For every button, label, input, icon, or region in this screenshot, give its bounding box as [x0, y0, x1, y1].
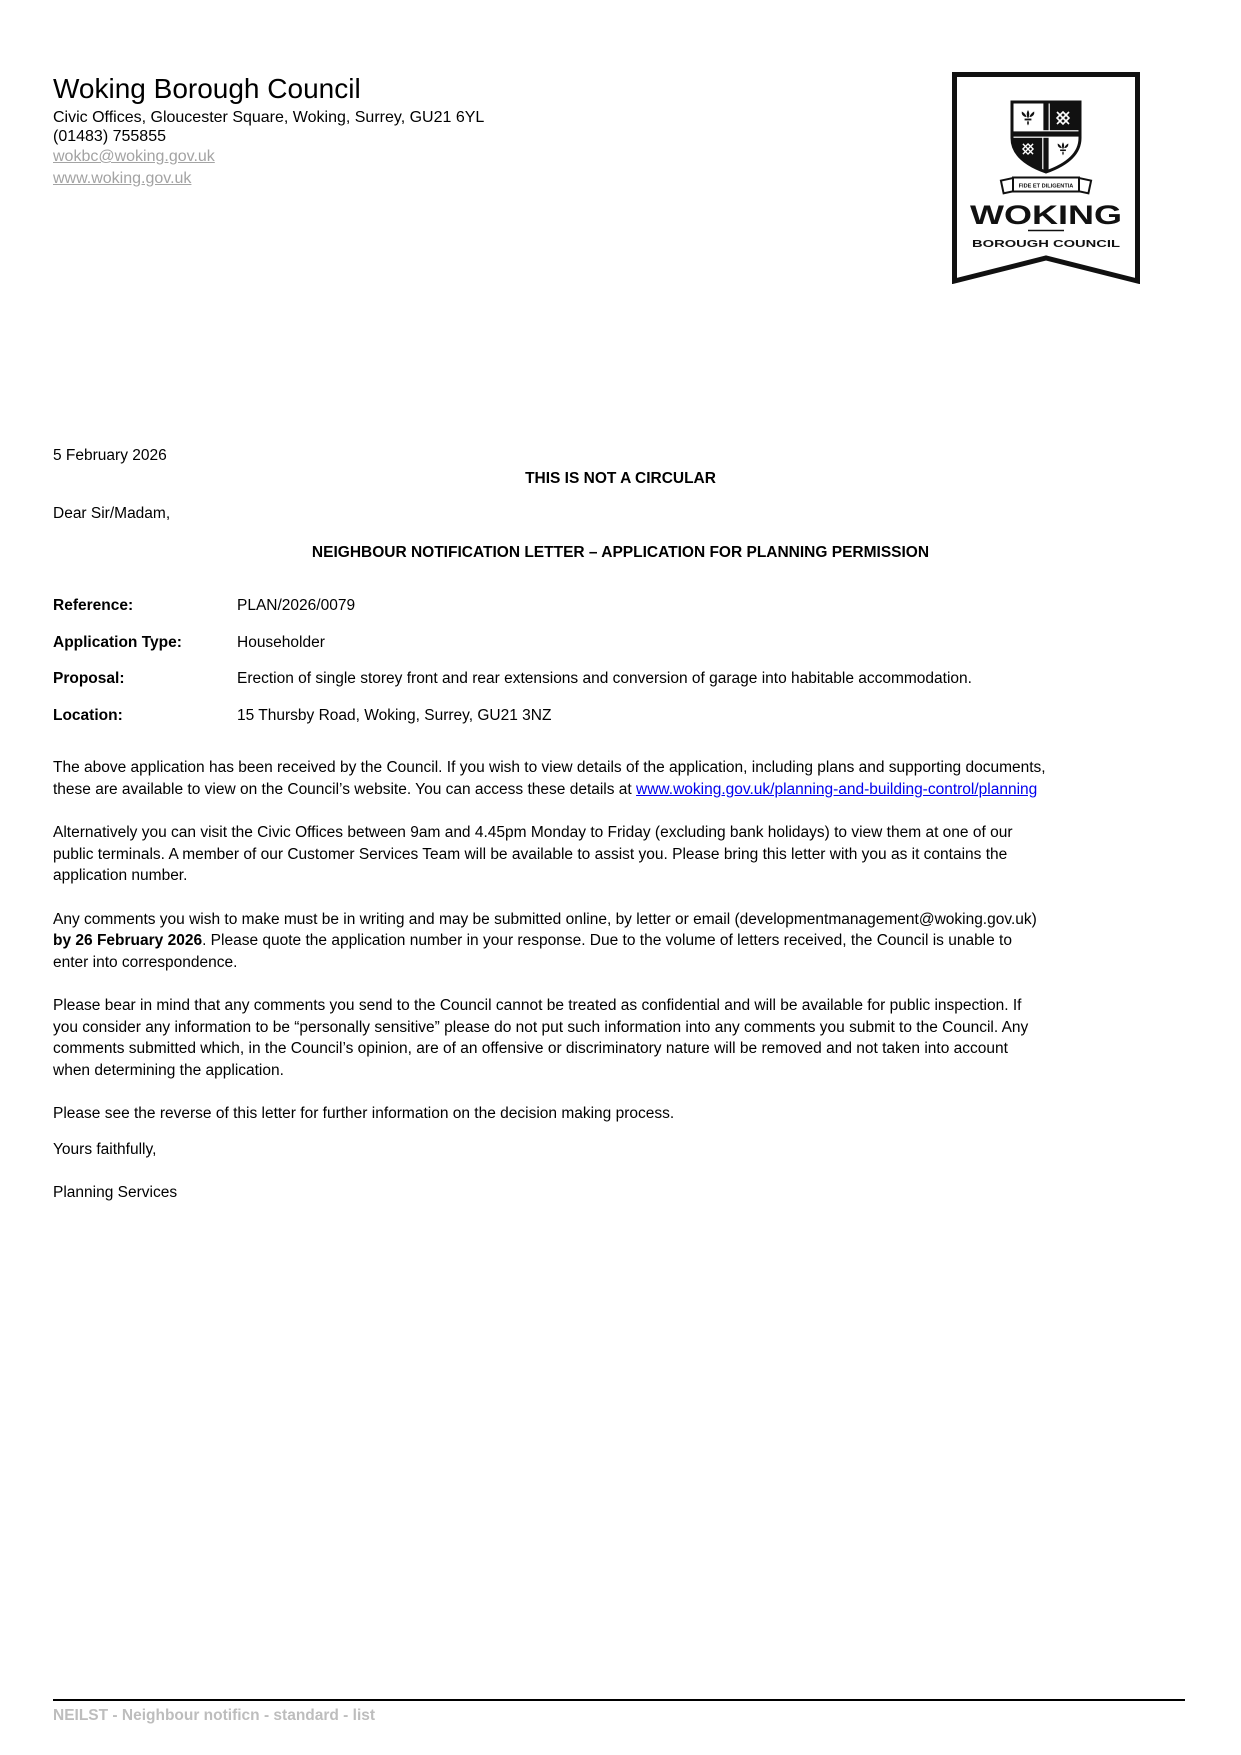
reference-label: Reference: [53, 597, 134, 614]
council-website-link[interactable]: www.woking.gov.uk [53, 169, 192, 187]
council-address: Civic Offices, Gloucester Square, Woking, Surrey, GU21 6YL [53, 109, 485, 126]
motto-text: FIDE ET DILIGENTIA [1018, 183, 1074, 190]
proposal-value: Erection of single storey front and rear extensions and conversion of garage into habitable accommodation. [237, 670, 972, 687]
reference-value: PLAN/2026/0079 [237, 597, 356, 614]
salutation: Dear Sir/Madam, [53, 505, 171, 522]
application-type-value: Householder [237, 633, 325, 651]
page-footer [53, 1699, 1185, 1727]
location-value: 15 Thursby Road, Woking, Surrey, GU21 3NZ [237, 706, 552, 724]
logo-borough-text: BOROUGH COUNCIL [972, 238, 1121, 250]
council-email-link[interactable]: wokbc@woking.gov.uk [53, 148, 215, 165]
paragraph-comments-before: Any comments you wish to make must be in writing and may be submitted online, by letter or email (developmentmanagement@woking.gov.uk) [53, 910, 1037, 928]
location-label: Location: [53, 706, 123, 724]
paragraph-view-details [53, 757, 1048, 800]
planning-portal-link[interactable]: www.woking.gov.uk/planning-and-building-control/planning [636, 780, 1038, 798]
not-circular-notice: THIS IS NOT A CIRCULAR [525, 469, 716, 487]
council-logo [952, 72, 1140, 284]
application-details [53, 595, 1188, 726]
detail-row-proposal [53, 668, 1188, 690]
signature: Planning Services [53, 1184, 178, 1201]
letter-date: 5 February 2026 [53, 447, 167, 464]
detail-row-application-type [53, 632, 1188, 654]
closing: Yours faithfully, [53, 1140, 157, 1158]
paragraph-civic-offices: Alternatively you can visit the Civic Offices between 9am and 4.45pm Monday to Friday (excluding bank holidays) to view them at one of our public terminals. A member of our Customer Services Team will be available to assist you. Please bring this letter with you as it contains the application number. [53, 824, 1013, 884]
paragraph-view-details-text: The above application has been received by the Council. If you wish to view details of the application, including plans and supporting documents, these are available to view on the Council’s website. You can access these details at [53, 759, 1046, 798]
proposal-label: Proposal: [53, 670, 125, 687]
detail-row-reference [53, 595, 1188, 617]
application-type-label: Application Type: [53, 633, 182, 651]
detail-row-location [53, 705, 1188, 727]
paragraph-reverse-info: Please see the reverse of this letter for further information on the decision making process. [53, 1105, 675, 1122]
council-name: Woking Borough Council [53, 73, 361, 104]
motto-scroll [1001, 178, 1091, 194]
council-crest [952, 72, 1140, 284]
paragraph-comments [53, 909, 1048, 974]
paragraph-comments-after: . Please quote the application number in your response. Due to the volume of letters received, the Council is unable to enter into correspondence. [53, 932, 1012, 971]
council-phone: (01483) 755855 [53, 127, 166, 145]
paragraph-confidentiality: Please bear in mind that any comments you send to the Council cannot be treated as confidential and will be available for public inspection. If you consider any information to be “personally sensitive” please do not put such information into any comments you submit to the Council. Any comments submitted which, in the Council’s opinion, are of an offensive or discriminatory nature will be removed and not taken into account when determining the application. [53, 997, 1029, 1079]
logo-woking-text: WOKING [970, 200, 1122, 230]
footer-doc-code: NEILST - Neighbour notificn - standard - list [53, 1707, 376, 1724]
comments-deadline: by 26 February 2026 [53, 932, 203, 949]
subject-heading: NEIGHBOUR NOTIFICATION LETTER – APPLICATION FOR PLANNING PERMISSION [311, 543, 930, 561]
